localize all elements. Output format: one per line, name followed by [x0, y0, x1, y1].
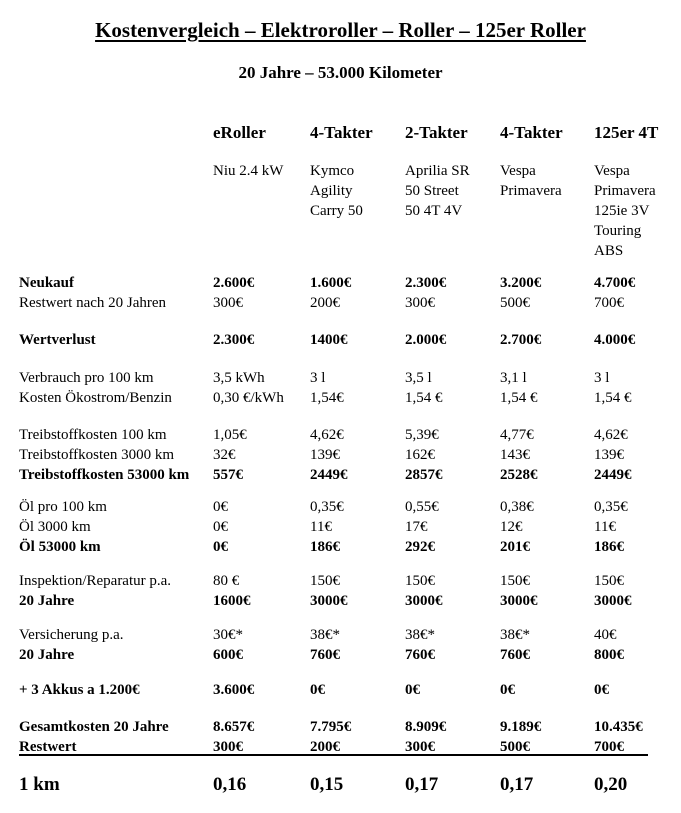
- row-label: Restwert nach 20 Jahren: [19, 295, 167, 311]
- cost-comparison-table: [0, 123, 681, 797]
- row-value: 0,35€: [310, 499, 344, 515]
- row-value: 1400€: [310, 332, 348, 348]
- row-value: 3 l: [310, 370, 326, 386]
- model-name: [405, 161, 500, 261]
- row-value: 200€: [310, 295, 340, 311]
- column-header: 125er 4T: [594, 123, 659, 142]
- row-value: 139€: [594, 447, 624, 463]
- row-label: Öl pro 100 km: [19, 499, 107, 515]
- row-value: 2.300€: [405, 275, 447, 291]
- model-name-line: Carry 50: [310, 203, 363, 219]
- row-value: 186€: [594, 539, 624, 555]
- row-label: Wertverlust: [19, 332, 96, 348]
- row-value: 201€: [500, 539, 530, 555]
- row-label: Öl 3000 km: [19, 519, 91, 535]
- row-value: 300€: [213, 295, 243, 311]
- table-row: [19, 388, 681, 408]
- row-label: Treibstoffkosten 53000 km: [19, 467, 190, 483]
- row-value: 1,54 €: [594, 390, 632, 406]
- model-name-line: Vespa: [500, 163, 536, 179]
- row-value: 2.600€: [213, 275, 255, 291]
- table-row: [19, 537, 681, 557]
- row-value: 4,62€: [310, 427, 344, 443]
- row-value: 600€: [213, 647, 243, 663]
- table-row: [19, 717, 681, 737]
- row-value: 8.909€: [405, 719, 447, 735]
- table-row: [19, 445, 681, 465]
- model-name: [500, 161, 594, 261]
- row-value: 38€*: [405, 627, 435, 643]
- table-section: [19, 571, 681, 611]
- row-value: 3000€: [594, 593, 632, 609]
- table-row: [19, 625, 681, 645]
- row-value: 3000€: [310, 593, 348, 609]
- model-name-line: Niu 2.4 kW: [213, 163, 284, 179]
- row-value: 150€: [310, 573, 340, 589]
- table-section: [19, 717, 681, 757]
- per-km-value: 0,17: [405, 774, 439, 795]
- table-row: [19, 497, 681, 517]
- row-value: 700€: [594, 739, 624, 755]
- models-row-spacer: [19, 161, 213, 261]
- row-value: 1.600€: [310, 275, 352, 291]
- header-row-spacer: [19, 123, 213, 143]
- row-value: 3000€: [405, 593, 443, 609]
- table-body: [19, 273, 681, 757]
- model-name-line: ABS: [594, 243, 624, 259]
- row-value: 150€: [594, 573, 624, 589]
- row-value: 162€: [405, 447, 435, 463]
- column-header: 4-Takter: [310, 123, 373, 142]
- row-value: 300€: [405, 739, 435, 755]
- row-value: 0,35€: [594, 499, 628, 515]
- model-name: [310, 161, 405, 261]
- model-name-line: 50 Street: [405, 183, 459, 199]
- model-name-line: Aprilia SR: [405, 163, 470, 179]
- row-value: 4,77€: [500, 427, 534, 443]
- row-value: 1,54 €: [405, 390, 443, 406]
- table-section: [19, 330, 681, 350]
- row-value: 143€: [500, 447, 530, 463]
- row-value: 3,5 kWh: [213, 370, 265, 386]
- column-header: 2-Takter: [405, 123, 468, 142]
- row-value: 0€: [594, 682, 609, 698]
- row-value: 4,62€: [594, 427, 628, 443]
- per-km-value: 0,15: [310, 774, 344, 795]
- row-value: 0€: [213, 519, 228, 535]
- row-value: 4.700€: [594, 275, 636, 291]
- row-value: 2449€: [594, 467, 632, 483]
- row-value: 2.000€: [405, 332, 447, 348]
- row-value: 38€*: [500, 627, 530, 643]
- row-label: 20 Jahre: [19, 593, 75, 609]
- table-row: [19, 517, 681, 537]
- row-value: 300€: [405, 295, 435, 311]
- table-section: [19, 273, 681, 313]
- row-label: 20 Jahre: [19, 647, 75, 663]
- row-label: Treibstoffkosten 3000 km: [19, 447, 175, 463]
- row-value: 700€: [594, 295, 624, 311]
- table-row: [19, 465, 681, 485]
- table-row: [19, 645, 681, 665]
- row-label: Kosten Ökostrom/Benzin: [19, 390, 172, 406]
- row-value: 0€: [500, 682, 515, 698]
- per-km-value: 0,16: [213, 774, 247, 795]
- row-value: 3000€: [500, 593, 538, 609]
- row-value: 9.189€: [500, 719, 542, 735]
- row-value: 11€: [310, 519, 332, 535]
- table-models-row: [19, 161, 681, 261]
- model-name: [213, 161, 310, 261]
- row-value: 760€: [500, 647, 530, 663]
- model-name-line: Primavera: [500, 183, 562, 199]
- row-value: 40€: [594, 627, 617, 643]
- model-name-line: Touring: [594, 223, 642, 239]
- row-value: 0,55€: [405, 499, 439, 515]
- row-value: 3 l: [594, 370, 610, 386]
- row-value: 800€: [594, 647, 624, 663]
- row-value: 8.657€: [213, 719, 255, 735]
- column-header: 4-Takter: [500, 123, 563, 142]
- page-subtitle: 20 Jahre – 53.000 Kilometer: [238, 63, 443, 82]
- row-value: 2528€: [500, 467, 538, 483]
- row-value: 7.795€: [310, 719, 352, 735]
- per-km-value: 0,20: [594, 774, 628, 795]
- row-value: 5,39€: [405, 427, 439, 443]
- per-km-value: 0,17: [500, 774, 534, 795]
- row-value: 1,54€: [310, 390, 344, 406]
- row-value: 3,1 l: [500, 370, 527, 386]
- row-label: Neukauf: [19, 275, 75, 291]
- table-row: [19, 330, 681, 350]
- row-value: 3,5 l: [405, 370, 432, 386]
- model-name-line: Kymco: [310, 163, 355, 179]
- row-value: 500€: [500, 739, 530, 755]
- row-value: 0€: [213, 499, 228, 515]
- row-label: + 3 Akkus a 1.200€: [19, 682, 140, 698]
- row-value: 11€: [594, 519, 616, 535]
- table-row: [19, 293, 681, 313]
- row-value: 500€: [500, 295, 530, 311]
- row-value: 1,05€: [213, 427, 247, 443]
- row-label: Gesamtkosten 20 Jahre: [19, 719, 169, 735]
- row-value: 3.600€: [213, 682, 255, 698]
- row-value: 12€: [500, 519, 523, 535]
- row-label: Treibstoffkosten 100 km: [19, 427, 167, 443]
- row-value: 17€: [405, 519, 428, 535]
- row-value: 0,30 €/kWh: [213, 390, 284, 406]
- row-value: 2857€: [405, 467, 443, 483]
- page-title: [0, 0, 681, 43]
- row-value: 4.000€: [594, 332, 636, 348]
- table-section: [19, 625, 681, 665]
- row-label: Öl 53000 km: [19, 539, 101, 555]
- row-value: 0€: [405, 682, 420, 698]
- row-value: 32€: [213, 447, 236, 463]
- row-value: 760€: [405, 647, 435, 663]
- row-value: 0€: [310, 682, 325, 698]
- model-name-line: Agility: [310, 183, 353, 199]
- row-value: 10.435€: [594, 719, 643, 735]
- page-title-text: Kostenvergleich – Elektroroller – Roller – 125er Roller: [95, 18, 586, 42]
- table-section: [19, 497, 681, 557]
- row-value: 292€: [405, 539, 435, 555]
- row-value: 30€*: [213, 627, 243, 643]
- row-value: 2.300€: [213, 332, 255, 348]
- row-label: Versicherung p.a.: [19, 627, 124, 643]
- model-name-line: 125ie 3V: [594, 203, 650, 219]
- row-value: 150€: [405, 573, 435, 589]
- row-label: Restwert: [19, 739, 77, 755]
- model-name-line: Vespa: [594, 163, 630, 179]
- table-row: [19, 425, 681, 445]
- row-value: 760€: [310, 647, 340, 663]
- row-value: 2.700€: [500, 332, 542, 348]
- row-value: 1,54 €: [500, 390, 538, 406]
- table-section: [19, 368, 681, 408]
- row-value: 1600€: [213, 593, 251, 609]
- model-name: [594, 161, 681, 261]
- table-row: [19, 368, 681, 388]
- row-value: 186€: [310, 539, 340, 555]
- table-row: [19, 680, 681, 700]
- table-row: [19, 273, 681, 293]
- table-section: [19, 425, 681, 485]
- row-value: 300€: [213, 739, 243, 755]
- table-row: [19, 591, 681, 611]
- per-km-label: 1 km: [19, 774, 60, 795]
- table-section: [19, 680, 681, 700]
- table-row: [19, 737, 681, 757]
- row-value: 3.200€: [500, 275, 542, 291]
- row-value: 150€: [500, 573, 530, 589]
- row-label: Verbrauch pro 100 km: [19, 370, 154, 386]
- row-value: 557€: [213, 467, 243, 483]
- column-header: eRoller: [213, 123, 266, 142]
- row-value: 0€: [213, 539, 228, 555]
- row-value: 80 €: [213, 573, 240, 589]
- model-name-line: 50 4T 4V: [405, 203, 463, 219]
- model-name-line: Primavera: [594, 183, 656, 199]
- row-value: 200€: [310, 739, 340, 755]
- row-value: 2449€: [310, 467, 348, 483]
- row-label: Inspektion/Reparatur p.a.: [19, 573, 172, 589]
- table-header-row: [19, 123, 681, 143]
- row-value: 38€*: [310, 627, 340, 643]
- table-row: [19, 571, 681, 591]
- per-km-row: [19, 773, 681, 797]
- row-value: 0,38€: [500, 499, 534, 515]
- row-value: 139€: [310, 447, 340, 463]
